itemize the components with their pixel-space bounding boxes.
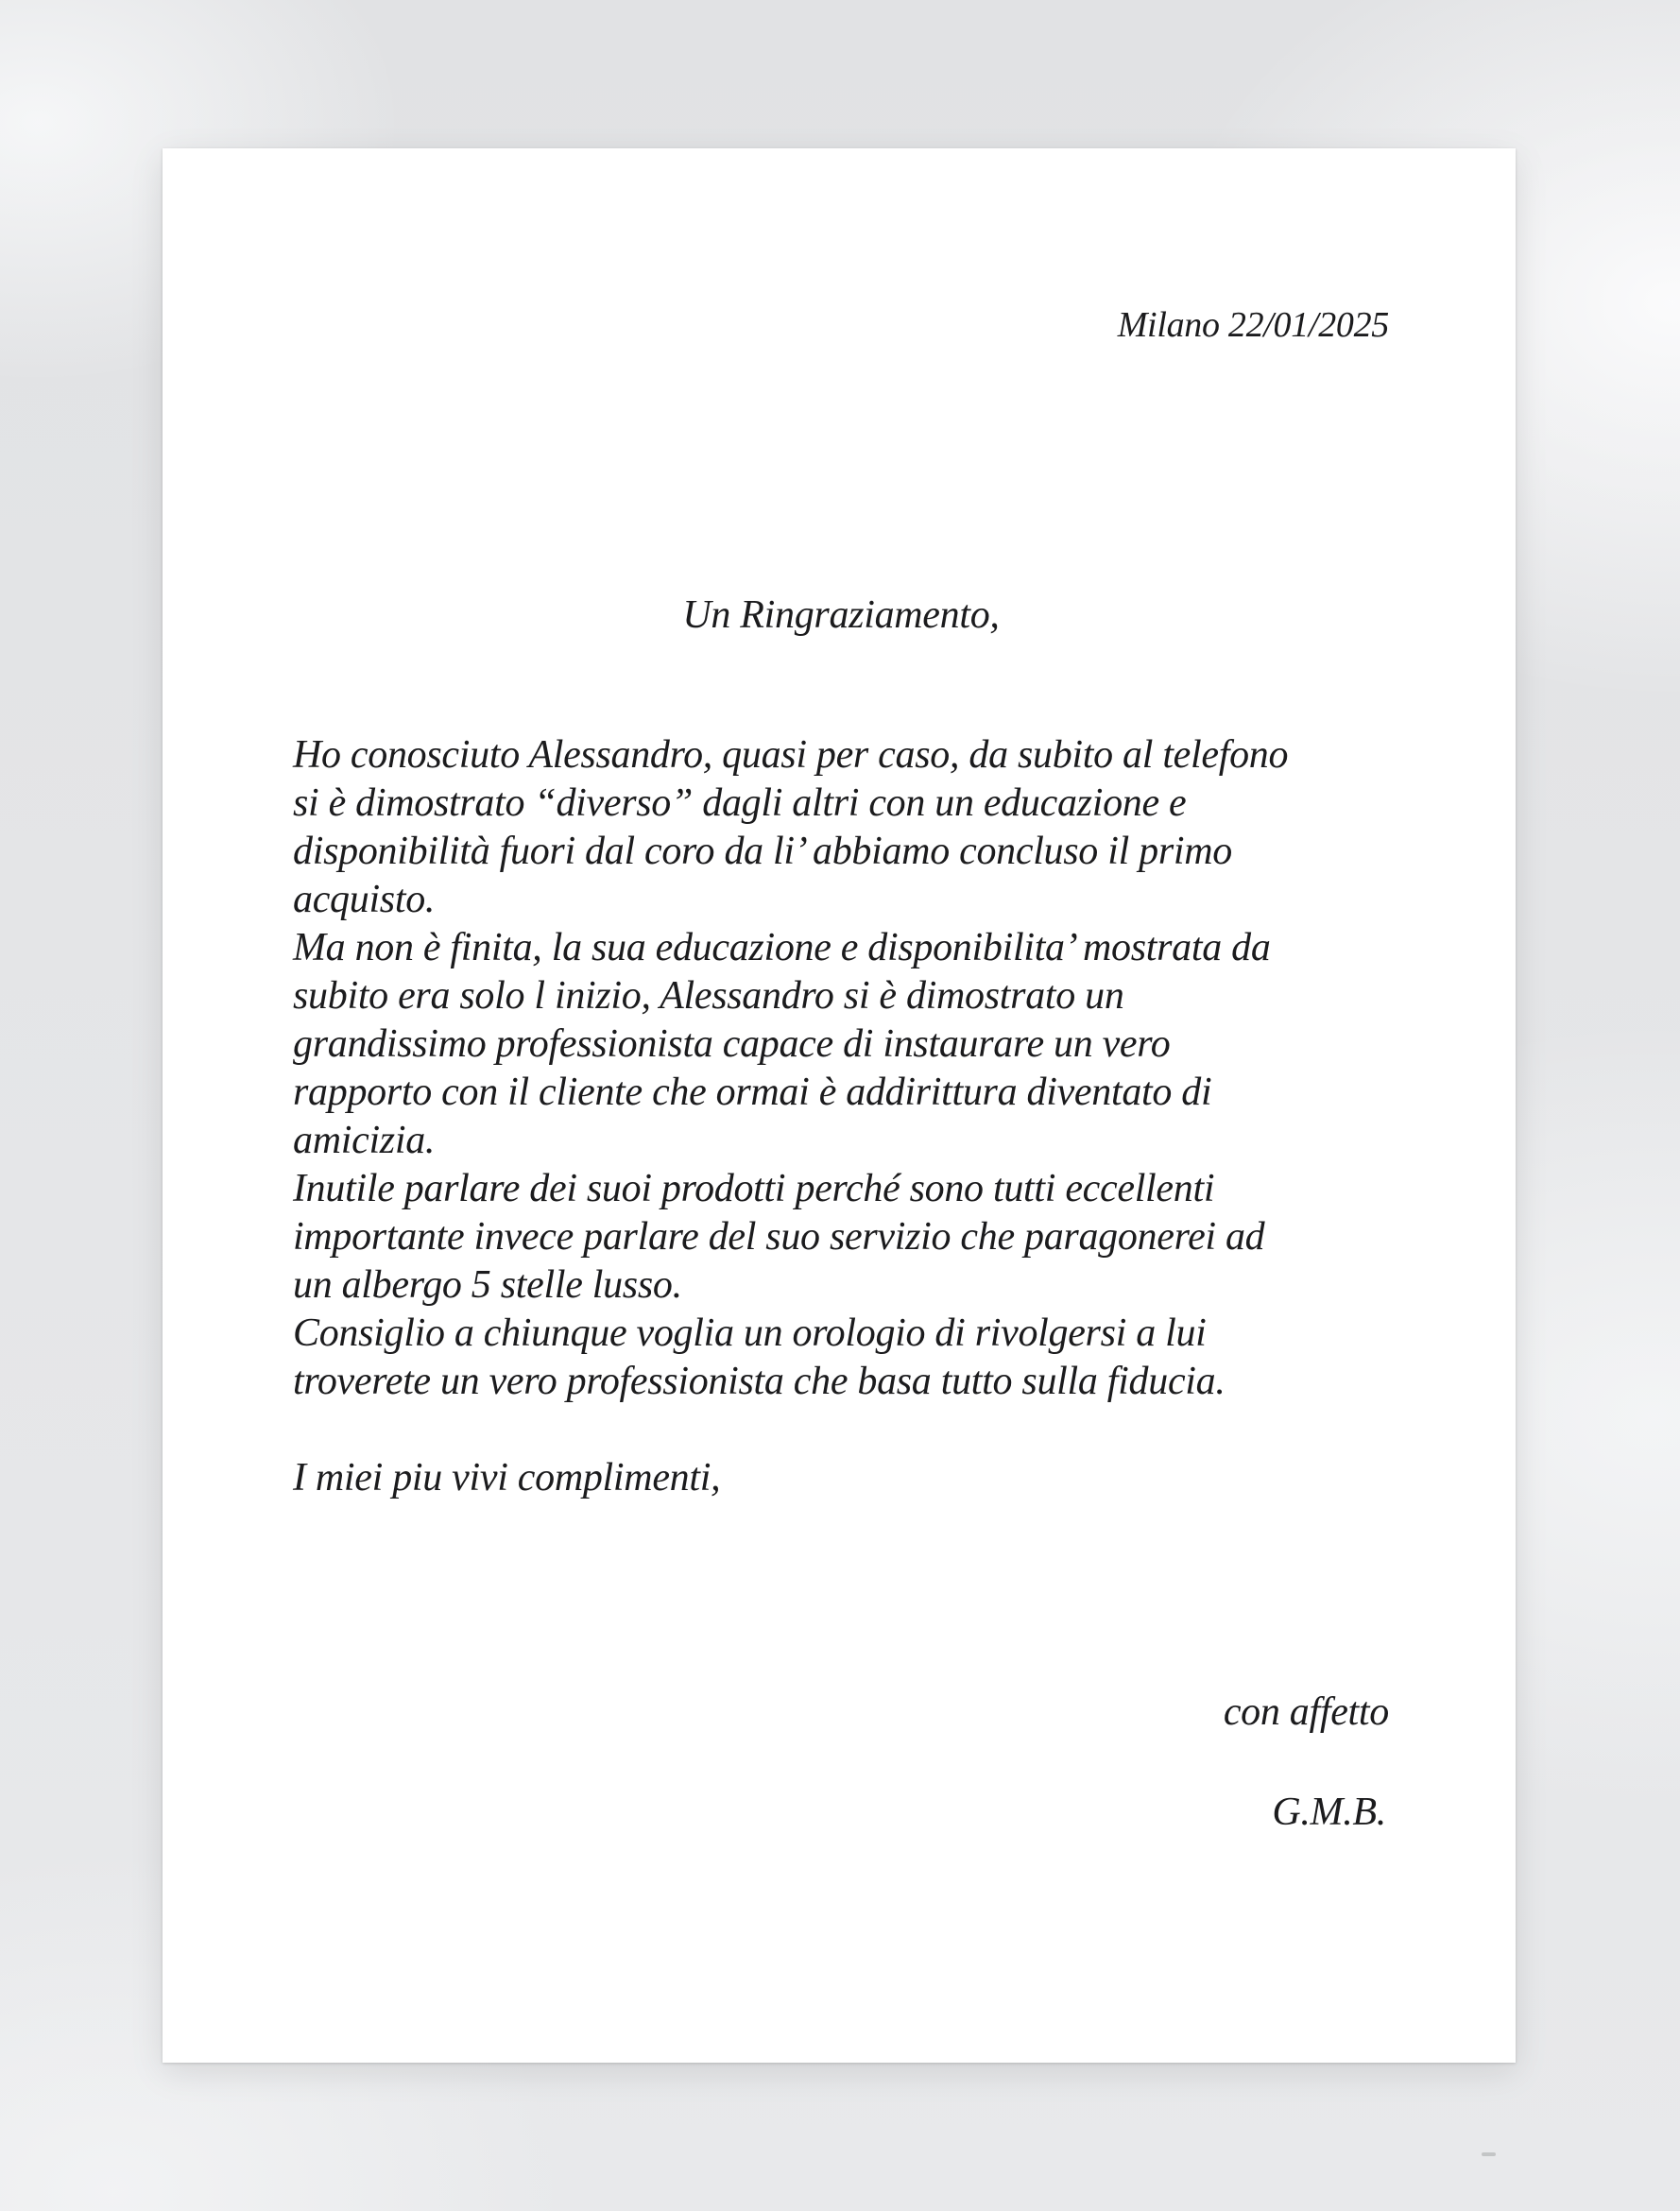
letter-date: Milano 22/01/2025 xyxy=(1117,305,1389,345)
letter-body-line xyxy=(293,1406,1403,1454)
letter-body-line: rapporto con il cliente che ormai è addirittura diventato di xyxy=(293,1071,1212,1114)
letter-body-line: importante invece parlare del suo servizio che paragonerei ad xyxy=(293,1215,1265,1259)
letter-body-line: grandissimo professionista capace di instaurare un vero xyxy=(293,1022,1171,1066)
letter-body-line: un albergo 5 stelle lusso. xyxy=(293,1263,682,1307)
letter-body-line: disponibilità fuori dal coro da li’ abbiamo concluso il primo xyxy=(293,830,1232,873)
letter-page xyxy=(163,148,1516,2063)
letter-body-line: troverete un vero professionista che basa tutto sulla fiducia. xyxy=(293,1360,1226,1403)
letter-body-line: Inutile parlare dei suoi prodotti perché sono tutti eccellenti xyxy=(293,1167,1215,1210)
letter-signature: G.M.B. xyxy=(1272,1791,1386,1834)
letter-body-line: subito era solo l inizio, Alessandro si è dimostrato un xyxy=(293,974,1124,1018)
scroll-hint-dash xyxy=(1482,2152,1496,2156)
letter-body-line: Consiglio a chiunque voglia un orologio di rivolgersi a lui xyxy=(293,1311,1207,1355)
letter-body-line: amicizia. xyxy=(293,1119,436,1162)
letter-body-line: Ma non è finita, la sua educazione e disponibilita’ mostrata da xyxy=(293,926,1271,969)
letter-body-line: I miei piu vivi complimenti, xyxy=(293,1456,721,1500)
letter-body-line: si è dimostrato “diverso” dagli altri con un educazione e xyxy=(293,781,1187,825)
letter-salutation: Un Ringraziamento, xyxy=(682,593,1000,637)
letter-body xyxy=(293,731,1403,1502)
letter-body-line: Ho conosciuto Alessandro, quasi per caso, da subito al telefono xyxy=(293,733,1289,777)
letter-body-line: acquisto. xyxy=(293,878,436,921)
letter-closing: con affetto xyxy=(1223,1690,1389,1734)
